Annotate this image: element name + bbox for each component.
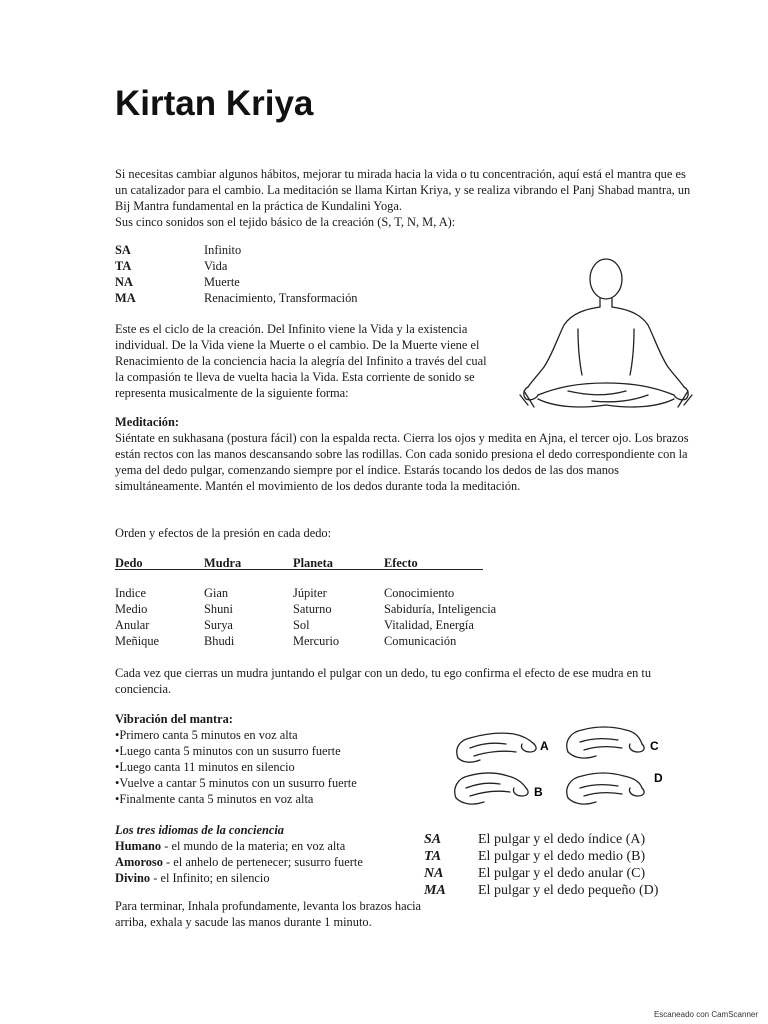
- syllable-row: [115, 274, 415, 290]
- syllable: SA: [115, 243, 131, 257]
- syllable-row: [115, 290, 415, 306]
- table-cell: Sol: [293, 618, 310, 632]
- language-term: Divino: [115, 871, 151, 885]
- finger-syllable: SA: [424, 832, 442, 847]
- language-term: Humano: [115, 839, 162, 853]
- table-cell: Surya: [204, 618, 233, 632]
- closing-section: [115, 898, 435, 930]
- column-header: Dedo: [115, 556, 143, 570]
- finger-syllable: TA: [424, 849, 442, 864]
- table-cell: Shuni: [204, 602, 233, 616]
- table-cell: Bhudi: [204, 634, 235, 648]
- syllable-meaning: Muerte: [204, 275, 240, 289]
- list-item: • Finalmente canta 5 minutos en voz alta: [115, 791, 415, 807]
- language-desc: - el Infinito; en silencio: [150, 871, 270, 885]
- syllables-list: [115, 242, 415, 306]
- list-item: [115, 854, 435, 870]
- cycle-text: Este es el ciclo de la creación. Del Infinito viene la Vida y la existencia individual. De la Vida viene la Muerte o el cambio. De la Muerte viene el Renacimiento de la conciencia hacia la alegría del Infinito a través del cual la compasión te lleva de vuelta hacia la Vida. Esta corriente de sonido se representa musicalmente de la siguiente forma:: [115, 322, 487, 400]
- table-cell: Mercurio: [293, 634, 340, 648]
- meditation-heading: Meditación:: [115, 415, 180, 429]
- syllable-meaning: Infinito: [204, 243, 242, 257]
- table-header: [115, 555, 515, 571]
- list-item: [115, 870, 435, 886]
- finger-map-row: [424, 882, 704, 899]
- hand-label-b: B: [534, 785, 543, 799]
- table-cell: Indice: [115, 586, 146, 600]
- table-cell: Medio: [115, 602, 148, 616]
- list-item: • Primero canta 5 minutos en voz alta: [115, 727, 415, 743]
- table-cell: Gian: [204, 586, 229, 600]
- finger-map-row: [424, 848, 704, 865]
- hand-label-a: A: [540, 739, 549, 753]
- syllable: MA: [115, 291, 136, 305]
- seated-meditator-illustration: [508, 255, 694, 415]
- finger-map: [424, 831, 704, 899]
- language-term: Amoroso: [115, 855, 163, 869]
- table-cell: Saturno: [293, 602, 332, 616]
- table-cell: Anular: [115, 618, 150, 632]
- finger-map-row: [424, 865, 704, 882]
- table-cell: Meñique: [115, 634, 160, 648]
- hand-label-d: D: [654, 771, 663, 785]
- list-item: • Luego canta 5 minutos con un susurro fuerte: [115, 743, 415, 759]
- finger-text: El pulgar y el dedo anular (C): [478, 866, 646, 881]
- syllable-row: [115, 242, 415, 258]
- syllable-row: [115, 258, 415, 274]
- page-title: Kirtan Kriya: [115, 84, 314, 123]
- vibration-list: [115, 727, 415, 807]
- table-row: [115, 633, 515, 649]
- hand-label-c: C: [650, 739, 659, 753]
- table-row: [115, 601, 515, 617]
- cycle-paragraph: [115, 321, 497, 401]
- intro-paragraph: Si necesitas cambiar algunos hábitos, mejorar tu mirada hacia la vida o tu concentración, aquí está el mantra que es un catalizador para el cambio. La meditación se llama Kirtan Kriya, y se realiza vibrando el Panj Shabad mantra, un Bij Mantra fundamental en la práctica de Kundalini Yoga.: [115, 167, 691, 213]
- language-desc: - el mundo de la materia; en voz alta: [161, 839, 346, 853]
- finger-syllable: NA: [424, 866, 444, 881]
- finger-map-row: [424, 831, 704, 848]
- syllable: TA: [115, 259, 132, 273]
- fingers-table: [115, 555, 515, 649]
- order-intro: Orden y efectos de la presión en cada dedo:: [115, 526, 332, 540]
- languages-heading: Los tres idiomas de la conciencia: [115, 823, 284, 837]
- finger-text: El pulgar y el dedo índice (A): [478, 832, 646, 847]
- table-cell: Júpiter: [293, 586, 327, 600]
- syllable-meaning: Renacimiento, Transformación: [204, 291, 358, 305]
- table-cell: Comunicación: [384, 634, 457, 648]
- finger-syllable: MA: [424, 883, 446, 898]
- closing-text: Para terminar, Inhala profundamente, levanta los brazos hacia arriba, exhala y sacude las manos durante 1 minuto.: [115, 899, 422, 929]
- meditation-section: [115, 414, 695, 494]
- list-item: • Luego canta 11 minutos en silencio: [115, 759, 415, 775]
- header-underline: [115, 569, 483, 570]
- column-header: Planeta: [293, 556, 333, 570]
- mudra-note: Cada vez que cierras un mudra juntando el pulgar con un dedo, tu ego confirma el efecto de ese mudra en tu conciencia.: [115, 666, 652, 696]
- table-body: [115, 585, 515, 649]
- intro-text: [115, 166, 700, 230]
- table-cell: Vitalidad, Energía: [384, 618, 474, 632]
- table-row: [115, 585, 515, 601]
- vibration-section: [115, 711, 415, 807]
- list-item: [115, 838, 435, 854]
- languages-section: [115, 822, 435, 886]
- syllable: NA: [115, 275, 133, 289]
- column-header: Efecto: [384, 556, 418, 570]
- table-cell: Conocimiento: [384, 586, 455, 600]
- language-desc: - el anhelo de pertenecer; susurro fuerte: [162, 855, 363, 869]
- mudra-hands-illustration: [450, 718, 690, 810]
- scanner-watermark: Escaneado con CamScanner: [653, 1010, 758, 1019]
- vibration-heading: Vibración del mantra:: [115, 712, 233, 726]
- syllable-meaning: Vida: [204, 259, 228, 273]
- list-item: • Vuelve a cantar 5 minutos con un susurro fuerte: [115, 775, 415, 791]
- intro-sounds-line: Sus cinco sonidos son el tejido básico de la creación (S, T, N, M, A):: [115, 215, 456, 229]
- finger-text: El pulgar y el dedo pequeño (D): [478, 883, 659, 898]
- meditation-text: Siéntate en sukhasana (postura fácil) con la espalda recta. Cierra los ojos y medita en Ajna, el tercer ojo. Los brazos están rectos con las manos descansando sobre las rodillas. Con cada sonido presiona el dedo correspondiente con la yema del dedo pulgar, comenzando siempre por el índice. Estarás tocando los dedos de las dos manos simultáneamente. Mantén el movimiento de los dedos durante toda la meditación.: [115, 431, 689, 493]
- column-header: Mudra: [204, 556, 242, 570]
- table-row: [115, 617, 515, 633]
- table-cell: Sabiduría, Inteligencia: [384, 602, 497, 616]
- finger-text: El pulgar y el dedo medio (B): [478, 849, 646, 864]
